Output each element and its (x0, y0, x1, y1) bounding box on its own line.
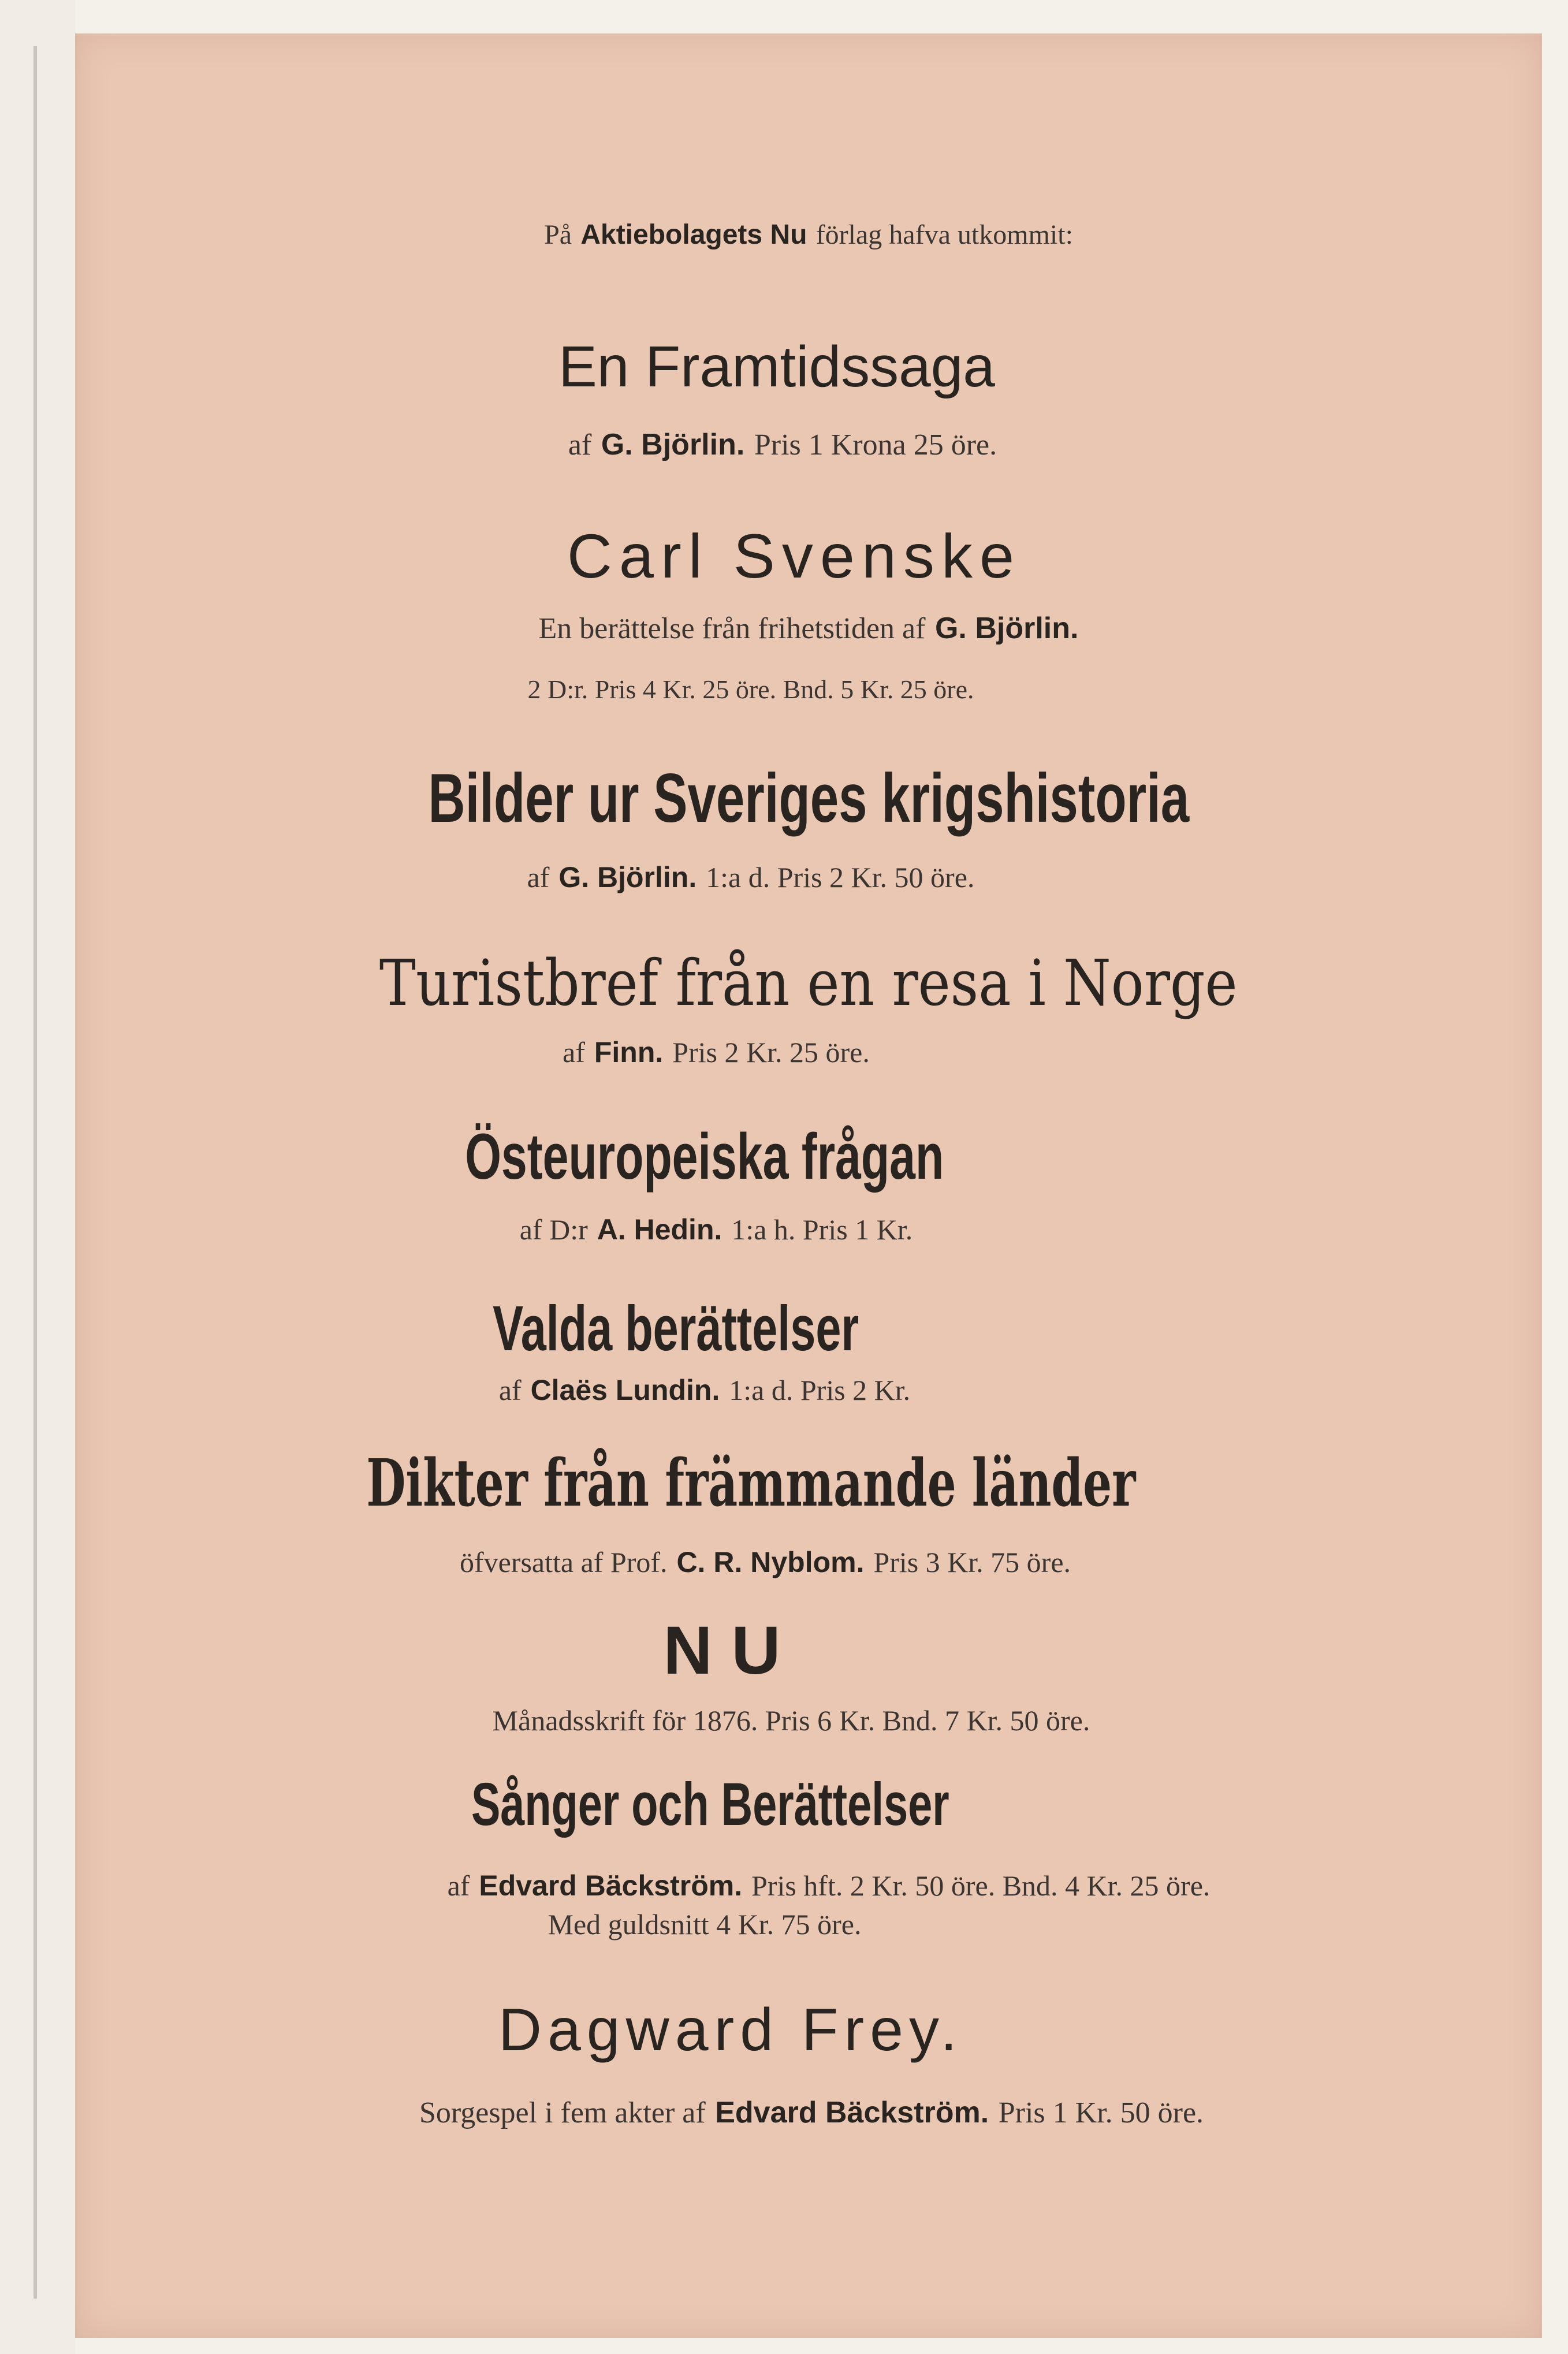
author-name: G. Björlin. (558, 861, 697, 893)
detail-text: Pris 1 Krona 25 öre. (754, 429, 997, 461)
book-title (43, 333, 1510, 400)
detail-text: af (563, 1036, 585, 1068)
detail-text: 1:a h. Pris 1 Kr. (731, 1213, 913, 1246)
book-detail (32, 1545, 1499, 1579)
book-title (0, 1119, 1438, 1194)
book-detail (0, 1036, 1450, 1069)
book-title (17, 1446, 1484, 1521)
publisher-name: Aktiebolagets Nu (580, 219, 807, 250)
detail-text: af (568, 429, 592, 461)
author-name: G. Björlin. (934, 612, 1079, 645)
detail-text: En berättelse från frihetstiden af (538, 612, 926, 645)
book-detail (0, 1373, 1438, 1407)
book-detail (0, 1908, 1438, 1941)
detail-text: af (447, 1869, 470, 1902)
detail-text: Pris 1 Kr. 50 öre. (998, 2096, 1204, 2129)
book-title (61, 520, 1528, 593)
book-title (0, 1769, 1444, 1839)
title-text: En Framtidssaga (558, 334, 995, 399)
detail-text: Med guldsnitt 4 Kr. 75 öre. (548, 1908, 862, 1940)
heading-suffix: förlag hafva utkommit: (815, 219, 1073, 250)
book-detail (49, 427, 1516, 462)
detail-text: öfversatta af Prof. (459, 1546, 668, 1578)
author-name: C. R. Nyblom. (676, 1546, 865, 1578)
title-text: Östeuropeiska frågan (465, 1120, 944, 1193)
title-text: Dikter från främmande länder (366, 1446, 1136, 1521)
title-text: Sånger och Berättelser (471, 1771, 949, 1838)
book-title (0, 1291, 1409, 1365)
author-name: A. Hedin. (597, 1213, 722, 1246)
advertisement-page (75, 33, 1542, 2338)
detail-text: Månadsskrift för 1876. Pris 6 Kr. Bnd. 7 Kr. 50 öre. (492, 1704, 1090, 1737)
detail-text: 2 D:r. Pris 4 Kr. 25 öre. Bnd. 5 Kr. 25 öre. (527, 675, 974, 704)
book-detail (58, 1704, 1525, 1737)
title-text: Dagward Frey. (498, 1997, 963, 2064)
detail-text: 1:a d. Pris 2 Kr. (729, 1374, 911, 1406)
detail-text: Pris hft. 2 Kr. 50 öre. Bnd. 4 Kr. 25 öre. (751, 1869, 1211, 1902)
book-detail (78, 2095, 1545, 2130)
book-detail (0, 1213, 1450, 1246)
book-title (0, 1610, 1455, 1690)
author-name: Claës Lundin. (530, 1374, 720, 1406)
title-text: Valda berättelser (493, 1293, 859, 1364)
detail-text: af (498, 1374, 522, 1406)
heading-prefix: På (544, 219, 572, 250)
book-detail (75, 611, 1542, 646)
detail-text: af D:r (519, 1213, 588, 1246)
author-name: Edvard Bäckström. (479, 1869, 743, 1902)
book-detail (95, 1869, 1562, 1902)
book-detail (17, 673, 1484, 705)
publisher-heading (75, 218, 1542, 251)
book-title (75, 758, 1542, 839)
detail-text: Pris 2 Kr. 25 öre. (672, 1036, 870, 1068)
title-text: Carl Svenske (567, 521, 1022, 591)
author-name: G. Björlin. (601, 428, 745, 461)
book-detail (17, 861, 1484, 894)
title-text: Turistbref från en resa i Norge (379, 946, 1238, 1020)
title-text: Bilder ur Sveriges krigshistoria (428, 759, 1189, 837)
author-name: Finn. (594, 1036, 664, 1068)
detail-text: af (527, 861, 550, 893)
detail-text: Sorgespel i fem akter af (419, 2096, 706, 2129)
book-title (0, 1994, 1464, 2065)
detail-text: Pris 3 Kr. 75 öre. (873, 1546, 1071, 1578)
book-title (75, 946, 1542, 1020)
detail-text: 1:a d. Pris 2 Kr. 50 öre. (706, 861, 975, 893)
title-text: N U (663, 1612, 781, 1689)
author-name: Edvard Bäckström. (715, 2096, 989, 2129)
